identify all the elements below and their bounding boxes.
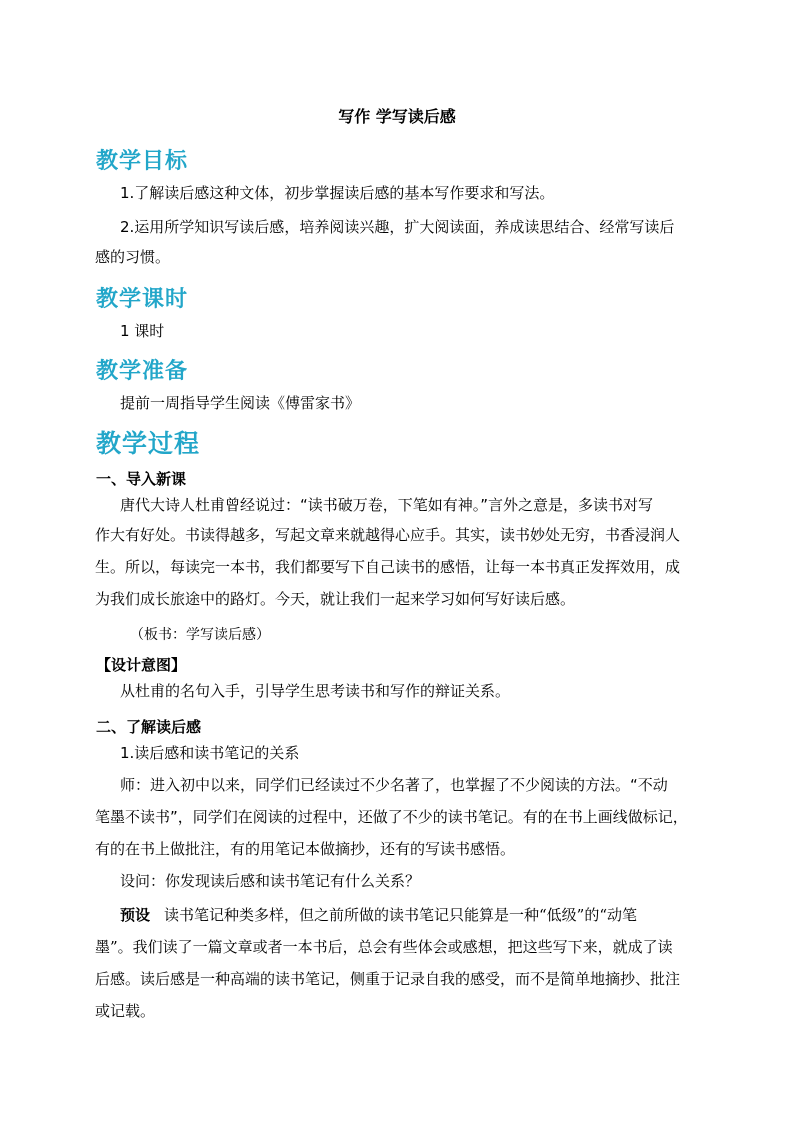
- document-title: 写作 学写读后感: [338, 107, 456, 126]
- design-intent-title: 【设计意图】: [96, 656, 187, 674]
- part1-paragraph-line-1: 唐代大诗人杜甫曾经说过：“读书破万卷，下笔如有神。”言外之意是，多读书对写: [120, 496, 654, 514]
- preset-text-1: 读书笔记种类多样，但之前所做的读书笔记只能算是一种“低级”的“动笔: [164, 906, 638, 924]
- prep-text: 提前一周指导学生阅读《傅雷家书》: [120, 394, 361, 412]
- board-note: （板书：学写读后感）: [130, 627, 270, 643]
- part2-item-1: 1.读后感和读书笔记的关系: [120, 744, 300, 762]
- part1-paragraph-line-4: 为我们成长旅途中的路灯。今天，就让我们一起来学习如何写好读后感。: [95, 590, 576, 608]
- heading-prep: 教学准备: [96, 359, 189, 384]
- part2-title: 二、了解读后感: [96, 718, 202, 736]
- part2-question: 设问：你发现读后感和读书笔记有什么关系？: [120, 872, 421, 890]
- preset-line-1: [120, 900, 637, 930]
- part2-teacher-line-1: 师：进入初中以来，同学们已经读过不少名著了，也掌握了不少阅读的方法。“不动: [120, 776, 668, 794]
- part1-paragraph-line-2: 作大有好处。书读得越多，写起文章来就越得心应手。其实，读书妙处无穷，书香浸润人: [95, 526, 681, 544]
- goal-item-1: 1.了解读后感这种文体，初步掌握读后感的基本写作要求和写法。: [120, 184, 555, 202]
- heading-goals: 教学目标: [96, 149, 189, 174]
- hours-text: 1 课时: [120, 322, 165, 340]
- part2-teacher-line-2: 笔墨不读书”，同学们在阅读的过程中，还做了不少的读书笔记。有的在书上画线做标记，: [95, 808, 688, 826]
- preset-line-3: 后感。读后感是一种高端的读书笔记，侧重于记录自我的感受，而不是简单地摘抄、批注: [95, 970, 681, 988]
- preset-label: 预设: [120, 906, 151, 924]
- preset-line-4: 或记载。: [95, 1002, 156, 1020]
- part2-teacher-line-3: 有的在书上做批注，有的用笔记本做摘抄，还有的写读书感悟。: [95, 840, 516, 858]
- goal-item-2-line-2: 感的习惯。: [95, 248, 171, 266]
- design-intent-text: 从杜甫的名句入手，引导学生思考读书和写作的辩证关系。: [120, 682, 511, 700]
- heading-hours: 教学课时: [96, 287, 189, 312]
- heading-process: 教学过程: [96, 429, 201, 458]
- part1-paragraph-line-3: 生。所以，每读完一本书，我们都要写下自己读书的感悟，让每一本书真正发挥效用，成: [95, 558, 681, 576]
- part1-title: 一、导入新课: [96, 470, 187, 488]
- goal-item-2-line-1: 2.运用所学知识写读后感，培养阅读兴趣，扩大阅读面，养成读思结合、经常写读后: [120, 218, 675, 236]
- preset-line-2: 墨”。我们读了一篇文章或者一本书后，总会有些体会或感想，把这些写下来，就成了读: [95, 938, 673, 956]
